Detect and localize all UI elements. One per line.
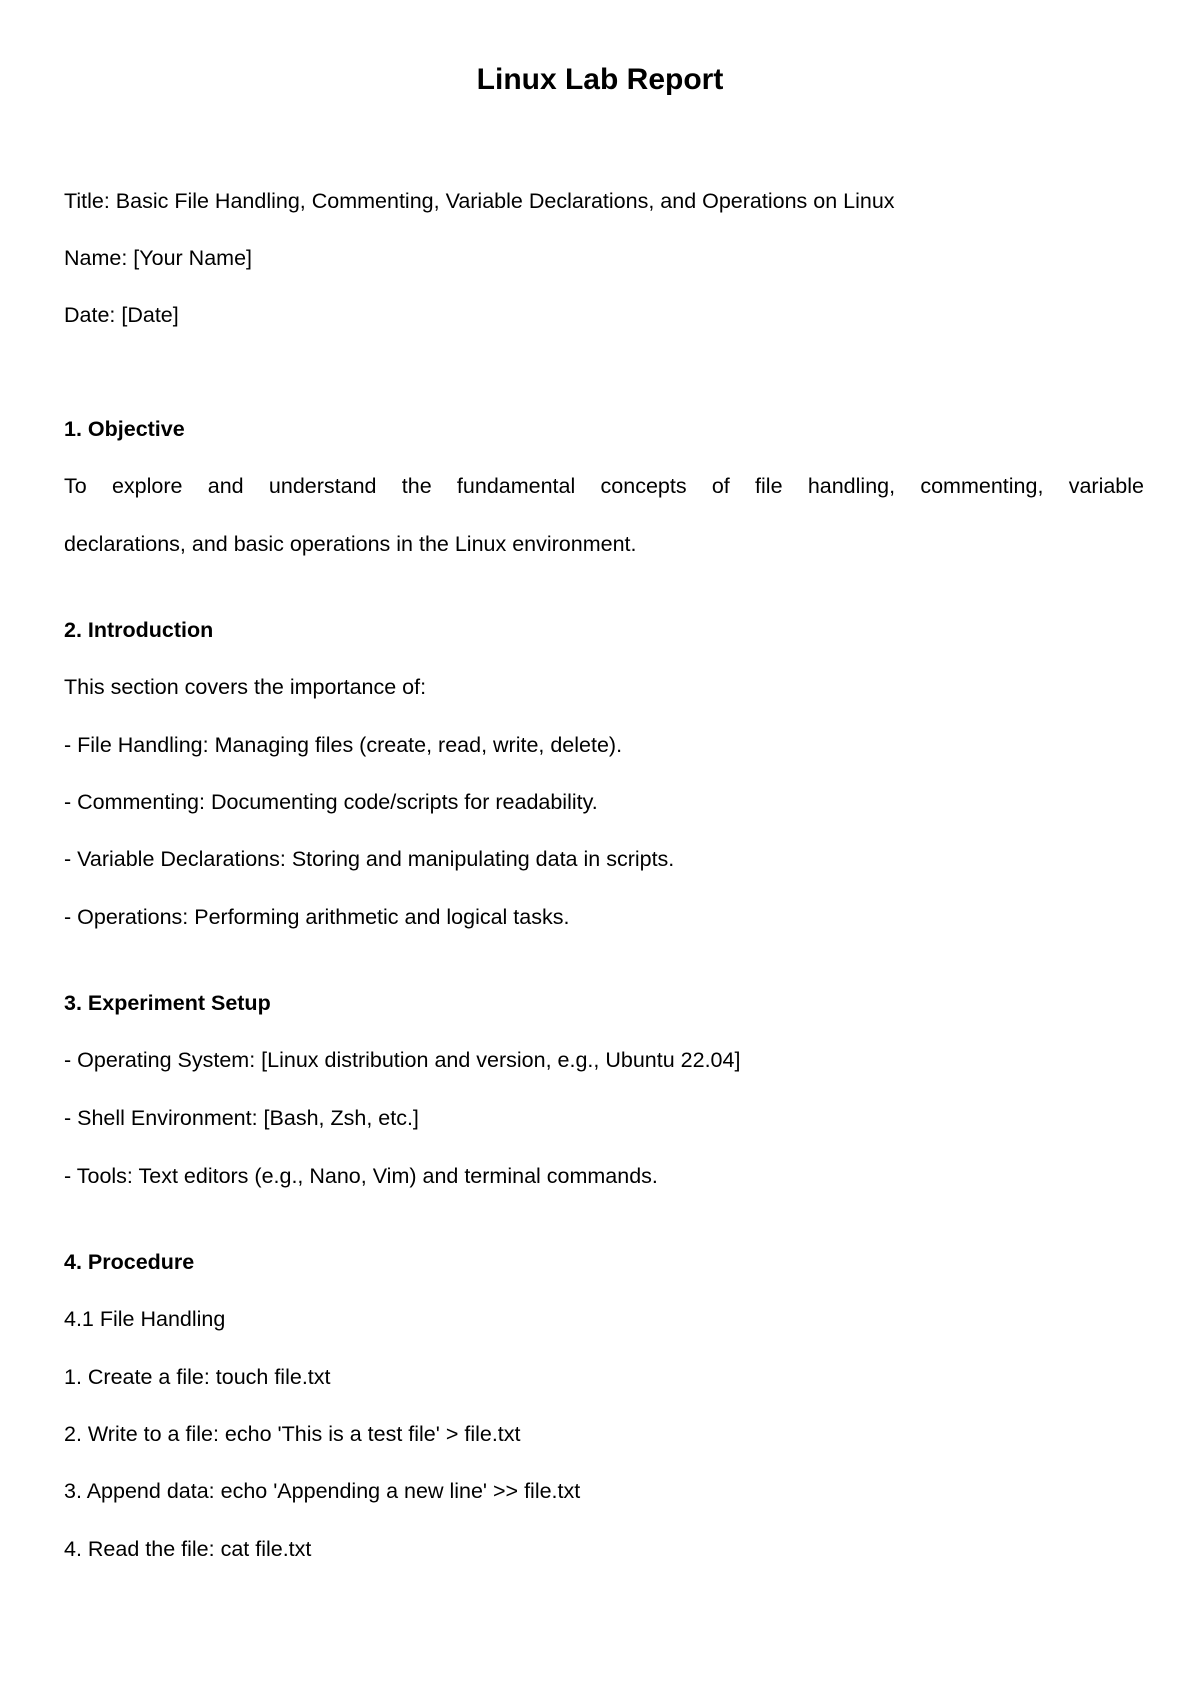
procedure-step: 1. Create a file: touch file.txt [64, 1365, 331, 1389]
introduction-heading: 2. Introduction [64, 618, 214, 642]
meta-date-line: Date: [Date] [64, 303, 179, 327]
list-item: - Tools: Text editors (e.g., Nano, Vim) and terminal commands. [64, 1164, 658, 1188]
meta-name-line: Name: [Your Name] [64, 246, 253, 270]
objective-text-line-2: declarations, and basic operations in the Linux environment. [64, 532, 637, 556]
list-item: - File Handling: Managing files (create, read, write, delete). [64, 733, 623, 757]
setup-heading: 3. Experiment Setup [64, 991, 271, 1015]
procedure-step: 2. Write to a file: echo 'This is a test file' > file.txt [64, 1422, 521, 1446]
meta-title-line: Title: Basic File Handling, Commenting, Variable Declarations, and Operations on Linux [64, 189, 895, 213]
procedure-step: 3. Append data: echo 'Appending a new line' >> file.txt [64, 1479, 581, 1503]
list-item: - Commenting: Documenting code/scripts for readability. [64, 790, 598, 814]
procedure-subheading: 4.1 File Handling [64, 1307, 226, 1331]
objective-text-line-1: To explore and understand the fundamental concepts of file handling, commenting, variable [64, 474, 1144, 498]
list-item: - Shell Environment: [Bash, Zsh, etc.] [64, 1106, 419, 1130]
list-item: - Operating System: [Linux distribution and version, e.g., Ubuntu 22.04] [64, 1048, 741, 1072]
list-item: - Variable Declarations: Storing and manipulating data in scripts. [64, 847, 675, 871]
objective-heading: 1. Objective [64, 417, 185, 441]
procedure-step: 4. Read the file: cat file.txt [64, 1537, 312, 1561]
document-title: Linux Lab Report [476, 63, 724, 96]
list-item: - Operations: Performing arithmetic and logical tasks. [64, 905, 570, 929]
introduction-text: This section covers the importance of: [64, 675, 427, 699]
procedure-heading: 4. Procedure [64, 1250, 195, 1274]
